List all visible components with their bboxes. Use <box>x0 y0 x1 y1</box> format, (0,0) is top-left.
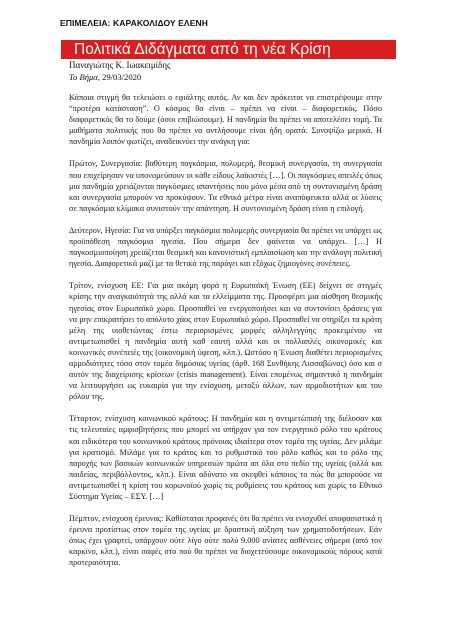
paragraph-welfare-state: Τέταρτον, ενίσχυση κοινωνικού κράτους: Η πανδημία και η αντιμετώπισή της διέλυσαν και τις τελευταίες αμφισβητήσεις που μπορεί να υπήρχαν για τον ενεργητικό ρόλο του κράτους και ειδικότερα του κοινωνικού κράτους πρόνοιας ιδιαίτερα στον τομέα της υγείας. Δεν μιλάμε για κρατισμό. Μιλάμε για το κράτος και το ρυθμιστικό του ρόλο καθώς και το ρόλο της παροχής των βασικών κοινωνικών υπηρεσιών πρώτα απ όλα στο πεδίο της υγείας (αλλά και παιδείας, περιβάλλοντος, κλπ.). Είναι αδύνατο να σκεφθεί κάποιος το πώς θα μπορούσε να αντιμετωπισθεί η κρίση του κορωνοϊού χωρίς τις ρυθμίσεις του κράτους και χωρίς το Εθνικό Σύστημα Υγείας – ΕΣΥ. […] <box>69 414 382 501</box>
paragraph-eu: Τρίτον, ενίσχυση ΕΕ: Για μια ακόμη φορά η Ευρωπαϊκή Ένωση (ΕΕ) δείχνει σε στιγμές κρίσης την αναγκαιότητά της αλλά και τα ελλείμματα της. Προσφέρει μια αίσθηση θεσμικής ηγεσίας στον Ευρωπαϊκό χώρο. Προσπαθεί να ενεργοποιήσει και να συντονίσει δράσεις για να μην επικρατήσει το απόλυτο χάος στον Ευρωπαϊκό χώρο. Προσπαθεί να στηρίξει τα κράτη μέλη της υιοθετώντας έστω περιορισμένες μορφές αλληλεγγύης προκειμένου να αντιμετωπισθεί η πανδημία αυτή καθ εαυτή αλλά και οι πολλαπλές οικονομικές και κοινωνικές συνέπειές της (οικονομική ύφεση, κλπ.). Ωστόσο η Ένωση διαθέτει περιορισμένες αρμοδιότητες τόσο στον τομέα δημόσιας υγείας (άρθ. 168 Συνθήκης Λισσαβώνας) όσο και σ αυτόν της διαχείρισης κρίσεων (crisis management). Είναι επομένως σημαντικό η πανδημία να λειτουργήσει ως ευκαιρία για την ενίσχυση, μεταξύ άλλων, των αρμοδιοτήτων και του ρόλου της. <box>69 281 382 402</box>
source-line <box>69 72 141 82</box>
author-name: Παναγιώτης Κ. Ιωακειμίδης <box>69 60 171 70</box>
article-body <box>69 92 382 580</box>
source-name: Το Βήμα <box>69 72 98 82</box>
paragraph-leadership: Δεύτερον, Ηγεσία: Για να υπάρξει παγκόσμια πολυμερής συνεργασία θα πρέπει να υπάρχει ως προϋπόθεση παγκόσμια ηγεσία. Που σήμερα δεν φαίνεται να υπάρχει. […] Η παγκοσμιοποίηση χρειάζεται θεσμική και κανονιστική εμπλαισίωση και την ανάλογη πολιτική ηγεσία. Διαφορετικά μαζί με τα θετικά της παράγει και εξόχως ζημιογόνες συνέπειες. <box>69 225 382 269</box>
source-date: , 29/03/2020 <box>97 72 142 82</box>
editor-credit: ΕΠΙΜΕΛΕΙΑ: ΚΑΡΑΚΟΛΙΔΟΥ ΕΛΕΝΗ <box>60 18 208 28</box>
paragraph-intro: Κάποια στιγμή θα τελειώσει ο εφιάλτης αυτός. Αν και δεν πρόκειται να επιστρέψουμε στην “προτέρα κατάσταση”. Ο κόσμος θα είναι – πρέπει να είναι – διαφορετικός. Πόσο διαφορετικός θα το δούμε (όσοι επιβιώσουμε). Η πανδημία θα πρέπει να αποτελέσει τομή. Τα μαθήματα πολιτικής που θα πρέπει να αντλήσουμε είναι ήδη ορατά. Συνοψίζω μερικά. Η πανδημία λοιπόν φωτίζει, αναδεικνύει την ανάγκη για: <box>69 93 382 147</box>
title-banner <box>61 40 396 59</box>
paragraph-research: Πέμπτον, ενίσχυση έρευνας: Καθίσταται προφανές ότι θα πρέπει να ενισχυθεί αποφασιστικά η έρευνα προτίστως στον τομέα της υγείας με δραστική αύξηση των χρηματοδοτήσεων. Εάν όπως έχει γραφτεί, υπάρχουν ούτε λίγο ούτε πολύ 9.000 ανίατες ασθένειες σήμερα (από τον καρκίνο, κλπ.), είναι σαφές στο πού θα πρέπει να διοχετεύσουμε οικονομικούς πόρους κατά προτεραιότητα. <box>69 514 382 568</box>
article-title: Πολιτικά Διδάγματα από τη νέα Κρίση <box>74 41 331 58</box>
paragraph-cooperation: Πρώτον, Συνεργασία: βαθύτερη παγκόσμια, πολυμερή, θεσμική συνεργασία, τη συνεργασία που επιχείρησαν να υπονομεύσουν οι κάθε είδους λαϊκιστές […]. Οι παγκόσμιες απειλές όπως μια πανδημία χρειάζονται παγκόσμιες απαντήσεις που μόνο μέσα από τη συντονισμένη δράση και συνεργασία μπορούν να προκύψουν. Τα εθνικά μέτρα είναι αναπόφευκτα αλλά οι λύσεις σε παγκόσμια κλίμακα συνιστούν την απάντηση. Η συντονισμένη δράση είναι η επιλογή. <box>69 159 382 213</box>
